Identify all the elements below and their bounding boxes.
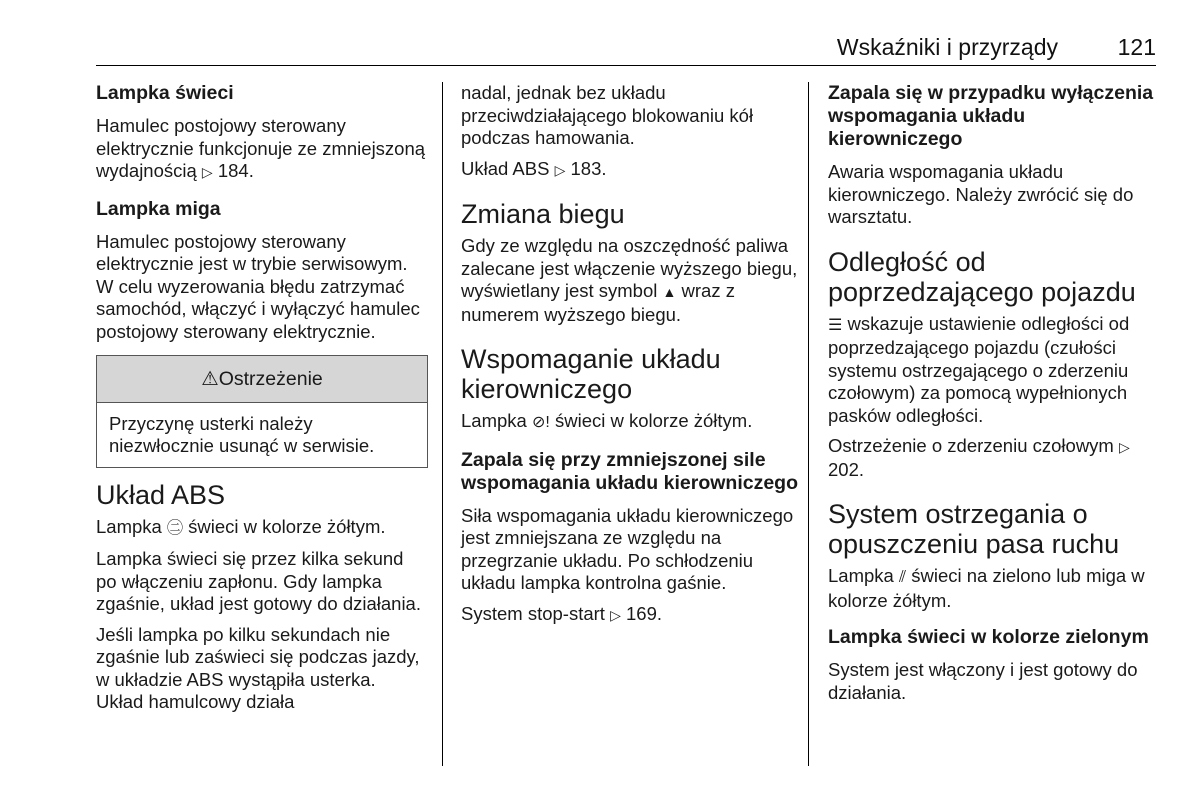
- paragraph-abs-reference: [461, 158, 799, 182]
- page-reference[interactable]: 184.: [217, 160, 254, 181]
- paragraph-abs-lamp: [96, 516, 428, 541]
- text: Układ ABS: [461, 157, 550, 179]
- paragraph-steering-lamp: [461, 410, 799, 435]
- paragraph-upshift: [461, 235, 799, 326]
- reference-arrow-icon: ▷: [610, 606, 621, 623]
- text: Lampka: [461, 410, 527, 431]
- column-divider-right: [808, 82, 809, 766]
- following-distance-icon: ☰: [828, 316, 843, 334]
- warning-box: [96, 355, 428, 468]
- heading-zmiana-biegu: Zmiana biegu: [461, 199, 625, 229]
- text: Ostrzeżenie o zderzeniu czołowym: [828, 435, 1114, 456]
- column-left: [96, 82, 428, 722]
- heading-odleglosc: Odległość od poprzedzającego pojazdu: [828, 246, 1136, 307]
- text: System stop-start: [461, 602, 605, 624]
- warning-header: [97, 356, 427, 403]
- text: Lampka: [828, 565, 894, 586]
- heading-abs: Układ ABS: [96, 479, 226, 510]
- text: Gdy ze względu na oszczędność paliwa zalecane jest włączenie wyższego biegu, wyświetlany jest symbol: [461, 235, 798, 301]
- paragraph-steering-fault: Awaria wspomagania układu kierowniczego. Należy zwrócić się do warsztatu.: [828, 161, 1134, 227]
- steering-fault-icon: ⊘!: [531, 414, 550, 431]
- paragraph-system-ready: System jest włączony i jest gotowy do działania.: [828, 659, 1138, 703]
- heading-zapala-wylaczenie: Zapala się w przypadku wyłączenia wspomagania układu kierowniczego: [828, 82, 1154, 150]
- lane-departure-icon: ⫽: [898, 569, 907, 586]
- paragraph-abs-fault: Jeśli lampka po kilku sekundach nie zgaśnie lub zaświeci się podczas jazdy, w układzie ABS wystąpiła usterka. Układ hamulcowy działa: [96, 623, 420, 712]
- warning-body: Przyczynę usterki należy niezwłocznie usunąć w serwisie.: [109, 412, 375, 456]
- paragraph-overheat: Siła wspomagania układu kierowniczego jest zmniejszana ze względu na przegrzanie układu. Po schłodzeniu układu lampka kontrolna gaśnie.: [461, 504, 794, 593]
- reference-arrow-icon: ▷: [201, 164, 213, 180]
- page-reference[interactable]: 183.: [570, 157, 607, 179]
- text: świeci na zielono lub miga w kolorze żółtym.: [828, 565, 1145, 611]
- paragraph-distance: [828, 313, 1160, 428]
- text: świeci w kolorze żółtym.: [188, 515, 386, 537]
- paragraph-service-mode: Hamulec postojowy sterowany elektrycznie jest w trybie serwisowym. W celu wyzerowania błędu zatrzymać samochód, włączyć i wyłączyć hamulec postojowy sterowany elektrycznie.: [96, 230, 420, 342]
- heading-wspomaganie: Wspomaganie układu kierowniczego: [461, 344, 721, 404]
- page-reference[interactable]: 202.: [828, 458, 865, 480]
- warning-triangle-icon: ⚠: [201, 368, 219, 390]
- text: wskazuje ustawienie odległości od poprzedzającego pojazdu (czułości systemu ostrzegającego o zderzeniu czołowym) za pomocą wypełnionych pasków odległości.: [828, 312, 1130, 426]
- heading-lampka-swieci: Lampka świeci: [96, 82, 234, 104]
- column-divider-left: [442, 82, 443, 766]
- text: Hamulec postojowy sterowany elektrycznie funkcjonuje ze zmniejszoną wydajnością: [96, 115, 426, 181]
- heading-system-ostrzegania: System ostrzegania o opuszczeniu pasa ruchu: [828, 499, 1120, 559]
- abs-lamp-icon: ㊁: [166, 519, 183, 537]
- heading-lampka-zielona: Lampka świeci w kolorze zielonym: [828, 626, 1149, 648]
- paragraph-collision-reference: [828, 435, 1160, 481]
- heading-lampka-miga: Lampka miga: [96, 197, 221, 220]
- page-reference[interactable]: 169.: [626, 602, 663, 624]
- text: wraz z numerem wyższego biegu.: [461, 280, 735, 325]
- reference-arrow-icon: ▷: [1118, 439, 1130, 455]
- paragraph-stop-start: [461, 603, 799, 627]
- page-number: 121: [1117, 34, 1156, 60]
- paragraph-abs-continued: nadal, jednak bez układu przeciwdziałającego blokowaniu kół podczas hamowania.: [461, 82, 754, 148]
- paragraph-abs-ignition: Lampka świeci się przez kilka sekund po włączeniu zapłonu. Gdy lampka zgaśnie, układ jest gotowy do działania.: [96, 548, 421, 614]
- header-title: Wskaźniki i przyrządy: [836, 34, 1058, 60]
- paragraph-reduced-efficiency: [96, 115, 428, 184]
- warning-title: Ostrzeżenie: [218, 368, 323, 390]
- text: świeci w kolorze żółtym.: [554, 410, 753, 431]
- upshift-triangle-icon: ▲: [662, 284, 677, 300]
- heading-zapala-sile: Zapala się przy zmniejszonej sile wspomagania układu kierowniczego: [461, 448, 798, 494]
- text: Lampka: [96, 515, 162, 537]
- reference-arrow-icon: ▷: [554, 161, 566, 178]
- column-right: [828, 82, 1160, 712]
- header-rule: [96, 65, 1156, 66]
- column-middle: [461, 82, 799, 634]
- paragraph-lane-lamp: [828, 565, 1160, 612]
